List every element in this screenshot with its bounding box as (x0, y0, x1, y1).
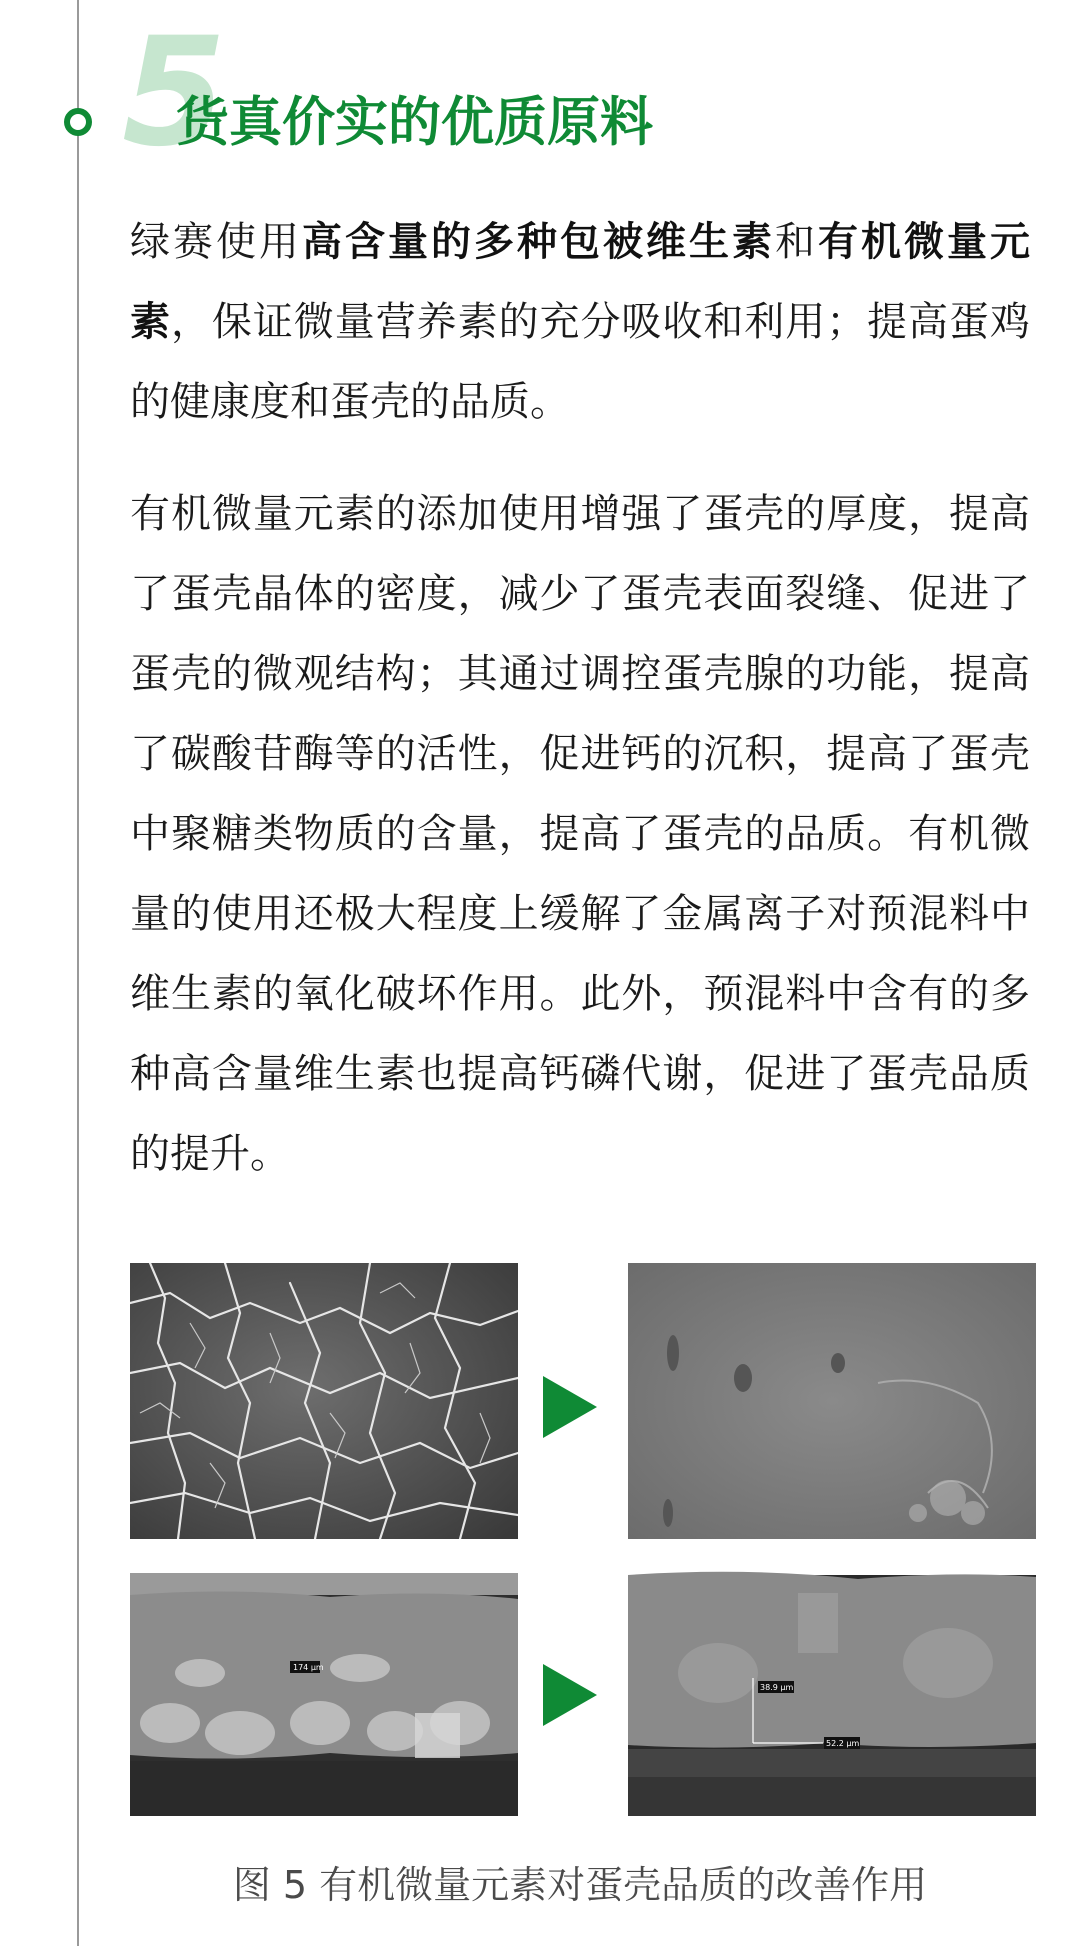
paragraph-2: 有机微量元素的添加使用增强了蛋壳的厚度，提高了蛋壳晶体的密度，减少了蛋壳表面裂缝、促进了蛋壳的微观结构；其通过调控蛋壳腺的功能，提高了碳酸苷酶等的活性，促进钙的沉积，提高了蛋壳中聚糖类物质的含量，提高了蛋壳的品质。有机微量的使用还极大程度上缓解了金属离子对预混料中维生素的氧化破坏作用。此外，预混料中含有的多种高含量维生素也提高钙磷代谢，促进了蛋壳品质的提升。 (130, 491, 1030, 1177)
sem-image-surface-after (628, 1263, 1036, 1539)
paragraph-1-text-b: 和 (775, 219, 818, 265)
arrow-right-icon (543, 1664, 597, 1726)
thickness-label-after-a: 38.9 μm (760, 1683, 794, 1692)
paragraph-1-bold-a: 高含量的多种包被维生素 (302, 219, 775, 265)
paragraph-1-text-c: ，保证微量营养素的充分吸收和利用；提高蛋鸡的健康度和蛋壳的品质。 (130, 299, 1031, 425)
timeline-line (77, 0, 79, 1946)
section-title: 货真价实的优质原料 (176, 92, 653, 153)
section-number: 5 (122, 6, 227, 180)
timeline-dot-icon (64, 108, 92, 136)
figure-caption: 图 5 有机微量元素对蛋壳品质的改善作用 (232, 1863, 928, 1907)
sem-image-surface-before (130, 1263, 518, 1539)
sem-image-section-before (130, 1573, 518, 1816)
thickness-label-before: 174 μm (293, 1663, 324, 1672)
thickness-label-after-b: 52.2 μm (826, 1739, 860, 1748)
paragraph-1-text-a: 绿赛使用 (130, 219, 302, 265)
paragraph-1-bold-b: 有机微量元素 (130, 219, 1030, 345)
paragraph-1 (130, 202, 1030, 442)
arrow-right-icon (543, 1376, 597, 1438)
sem-image-section-after (628, 1553, 1036, 1816)
